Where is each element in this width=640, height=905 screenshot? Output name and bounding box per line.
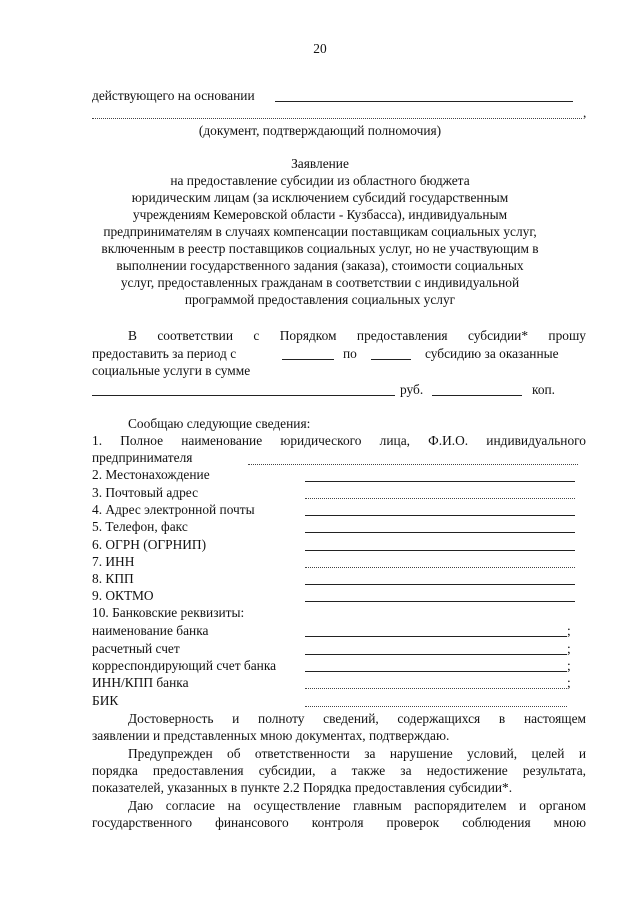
- info-kpp: 8. КПП: [92, 571, 134, 586]
- location-field[interactable]: [305, 481, 575, 482]
- info-oktmo: 9. ОКТМО: [92, 588, 154, 603]
- info-phone: 5. Телефон, факс: [92, 519, 188, 534]
- title-line: выполнении государственного задания (заказа), стоимости социальных: [116, 258, 524, 273]
- basis-field[interactable]: [275, 101, 573, 102]
- bank-name-field[interactable]: [305, 636, 567, 637]
- amount-rub-field[interactable]: [92, 395, 395, 396]
- semicolon: ;: [567, 641, 571, 656]
- info-bank-details: 10. Банковские реквизиты:: [92, 605, 245, 620]
- info-ogrn: 6. ОГРН (ОГРНИП): [92, 537, 207, 552]
- document-title: Заявление: [291, 156, 349, 171]
- warning-line-3: показателей, указанных в пункте 2.2 Порядка предоставления субсидии*.: [92, 780, 513, 795]
- period-to-field[interactable]: [371, 359, 411, 360]
- warning-line-2: порядка предоставления субсидии, а также за недостижение результата,: [92, 763, 586, 778]
- info-inn: 7. ИНН: [92, 554, 135, 569]
- semicolon: ;: [567, 623, 571, 638]
- account-field[interactable]: [305, 654, 567, 655]
- oktmo-field[interactable]: [305, 601, 575, 602]
- page-number: 20: [313, 41, 327, 56]
- title-line: предпринимателям в случаях компенсации поставщикам социальных услуг,: [103, 224, 537, 239]
- bank-name-label: наименование банка: [92, 623, 209, 638]
- info-intro: Сообщаю следующие сведения:: [128, 416, 311, 431]
- postal-address-field[interactable]: [305, 498, 575, 499]
- inn-field[interactable]: [305, 567, 575, 568]
- full-name-field[interactable]: [248, 464, 578, 465]
- request-line-3: социальные услуги в сумме: [92, 363, 251, 378]
- request-subsidy-text: субсидию за оказанные: [425, 346, 559, 361]
- title-line: на предоставление субсидии из областного бюджета: [170, 173, 470, 188]
- corr-account-label: корреспондирующий счет банка: [92, 658, 277, 673]
- ogrn-field[interactable]: [305, 550, 575, 551]
- confirm-line-1: Достоверность и полноту сведений, содержащихся в настоящем: [128, 711, 586, 726]
- info-item-1: 1. Полное наименование юридического лица, Ф.И.О. индивидуального: [92, 433, 586, 448]
- rub-label: руб.: [400, 382, 424, 397]
- amount-kop-field[interactable]: [432, 395, 522, 396]
- request-period-label: предоставить за период с: [92, 346, 237, 361]
- basis-caption: (документ, подтверждающий полномочия): [198, 123, 442, 138]
- title-line: учреждениям Кемеровской области - Кузбасса), индивидуальным: [132, 207, 508, 222]
- period-from-field[interactable]: [282, 359, 334, 360]
- title-line: программой предоставления социальных услуг: [184, 292, 456, 307]
- phone-field[interactable]: [305, 532, 575, 533]
- title-line: включенным в реестр поставщиков социальных услуг, но не участвующим в: [101, 241, 539, 256]
- title-line: юридическим лицам (за исключением субсидий государственным: [131, 190, 509, 205]
- basis-comma: ,: [583, 105, 587, 120]
- info-item-1-cont: предпринимателя: [92, 450, 193, 465]
- info-email: 4. Адрес электронной почты: [92, 502, 255, 517]
- warning-line-1: Предупрежден об ответственности за нарушение условий, целей и: [128, 746, 586, 761]
- account-label: расчетный счет: [92, 641, 180, 656]
- bank-inn-kpp-label: ИНН/КПП банка: [92, 675, 189, 690]
- request-period-to: по: [343, 346, 357, 361]
- consent-line-1: Даю согласие на осуществление главным распорядителем и органом: [128, 798, 586, 813]
- basis-label: действующего на основании: [92, 88, 255, 103]
- email-field[interactable]: [305, 515, 575, 516]
- info-location: 2. Местонахождение: [92, 467, 210, 482]
- consent-line-2: государственного финансового контроля проверок соблюдения мною: [92, 815, 586, 830]
- semicolon: ;: [567, 675, 571, 690]
- request-line-1: В соответствии с Порядком предоставления субсидии* прошу: [128, 328, 586, 343]
- title-line: услуг, предоставленных гражданам в соответствии с индивидуальной: [120, 275, 520, 290]
- basis-dotted-line[interactable]: [92, 118, 582, 119]
- bik-label: БИК: [92, 693, 119, 708]
- info-postal-address: 3. Почтовый адрес: [92, 485, 199, 500]
- semicolon: ;: [567, 658, 571, 673]
- bank-inn-kpp-field[interactable]: [305, 688, 567, 689]
- corr-account-field[interactable]: [305, 671, 567, 672]
- kop-label: коп.: [532, 382, 556, 397]
- kpp-field[interactable]: [305, 584, 575, 585]
- confirm-line-2: заявлении и представленных мною документах, подтверждаю.: [92, 728, 450, 743]
- bik-field[interactable]: [305, 706, 567, 707]
